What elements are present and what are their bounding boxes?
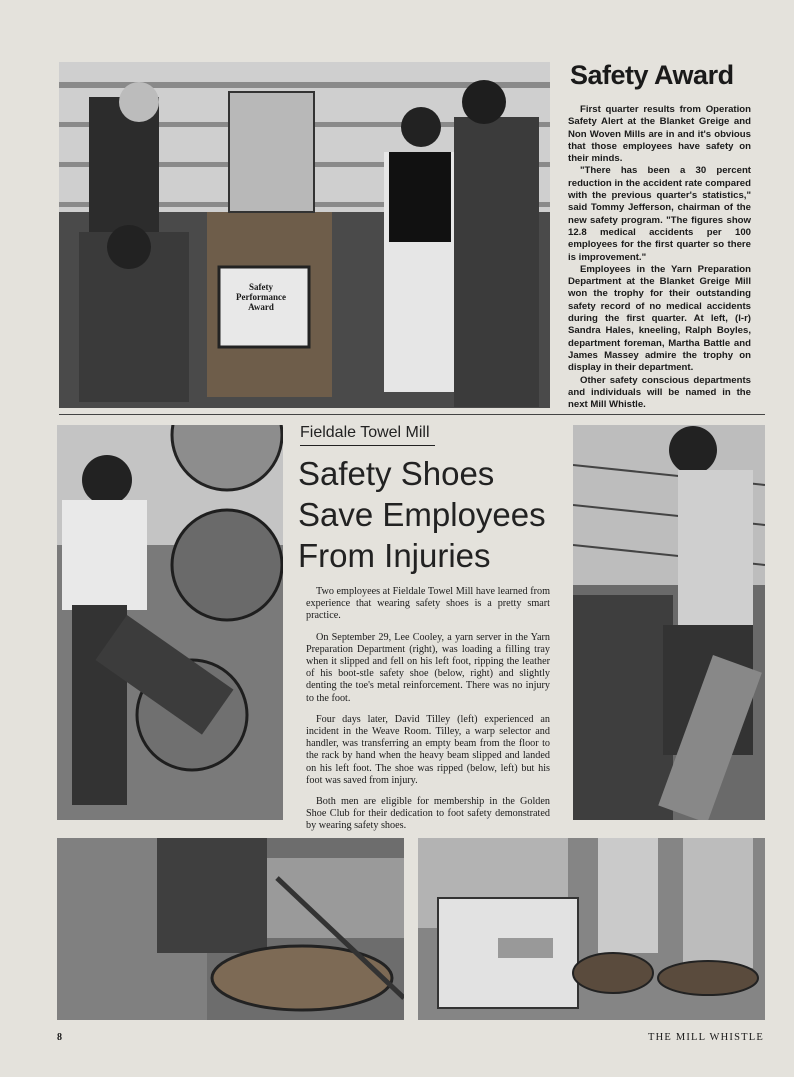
cooley-photo xyxy=(573,425,765,820)
article-body xyxy=(306,586,550,842)
page-number: 8 xyxy=(57,1032,62,1043)
publication-title: THE MILL WHISTLE xyxy=(647,1032,764,1043)
trophy-plaque-text: Safety Performance Award xyxy=(236,282,286,312)
article-paragraph: Two employees at Fieldale Towel Mill have learned from experience that wearing safety shoes is a pretty smart practice. xyxy=(306,586,550,622)
award-title: Safety Award xyxy=(570,60,734,90)
damaged-shoe-right-photo xyxy=(418,838,765,1020)
tilley-photo xyxy=(57,425,283,820)
article-paragraph: Four days later, David Tilley (left) experienced an incident in the Weave Room. Tilley, a warp selector and handler, was transferring an empty beam from the floor to the rack by hand when the heavy beam slipped and landed on his left foot. The shoe was ripped (below, left) but his foot was saved from injury. xyxy=(306,713,550,786)
award-paragraph: "There has been a 30 percent reduction in the accident rate compared with the previous quarter's statistics," said Tommy Jefferson, chairman of the new safety program. "The figures show 12.8 medical accidents per 100 employees for the first quarter so there is improvement." xyxy=(568,165,751,263)
award-paragraph: Employees in the Yarn Preparation Department at the Blanket Greige Mill won the trophy for their outstanding safety record of no medical accidents during the first quarter. At left, (l-r) Sandra Hales, kneeling, Ralph Boyles, department foreman, Martha Battle and James Massey admire the trophy on display in their department. xyxy=(568,263,751,374)
award-paragraph: First quarter results from Operation Safety Alert at the Blanket Greige and Non Woven Mills are in and it's obvious that those employees have safety on their minds. xyxy=(568,104,751,165)
article-paragraph: Both men are eligible for membership in the Golden Shoe Club for their dedication to foot safety demonstrated by wearing safety shoes. xyxy=(306,796,550,832)
article-paragraph: On September 29, Lee Cooley, a yarn server in the Yarn Preparation Department (right), was loading a filling tray when it slipped and fell on his left foot, ripping the leather of his boot-stle safety shoe (below, right) and slightly denting the toe's metal reinforcement. There was no injury to the foot. xyxy=(306,631,550,704)
award-paragraph: Other safety conscious departments and individuals will be named in the next Mill Whistle. xyxy=(568,374,751,411)
trophy-group-photo xyxy=(59,62,550,408)
article-kicker: Fieldale Towel Mill xyxy=(300,424,435,446)
section-divider xyxy=(59,414,765,415)
damaged-shoe-left-photo xyxy=(57,838,404,1020)
article-headline: Safety Shoes Save Employees From Injuries xyxy=(298,455,546,574)
award-body xyxy=(568,104,751,411)
